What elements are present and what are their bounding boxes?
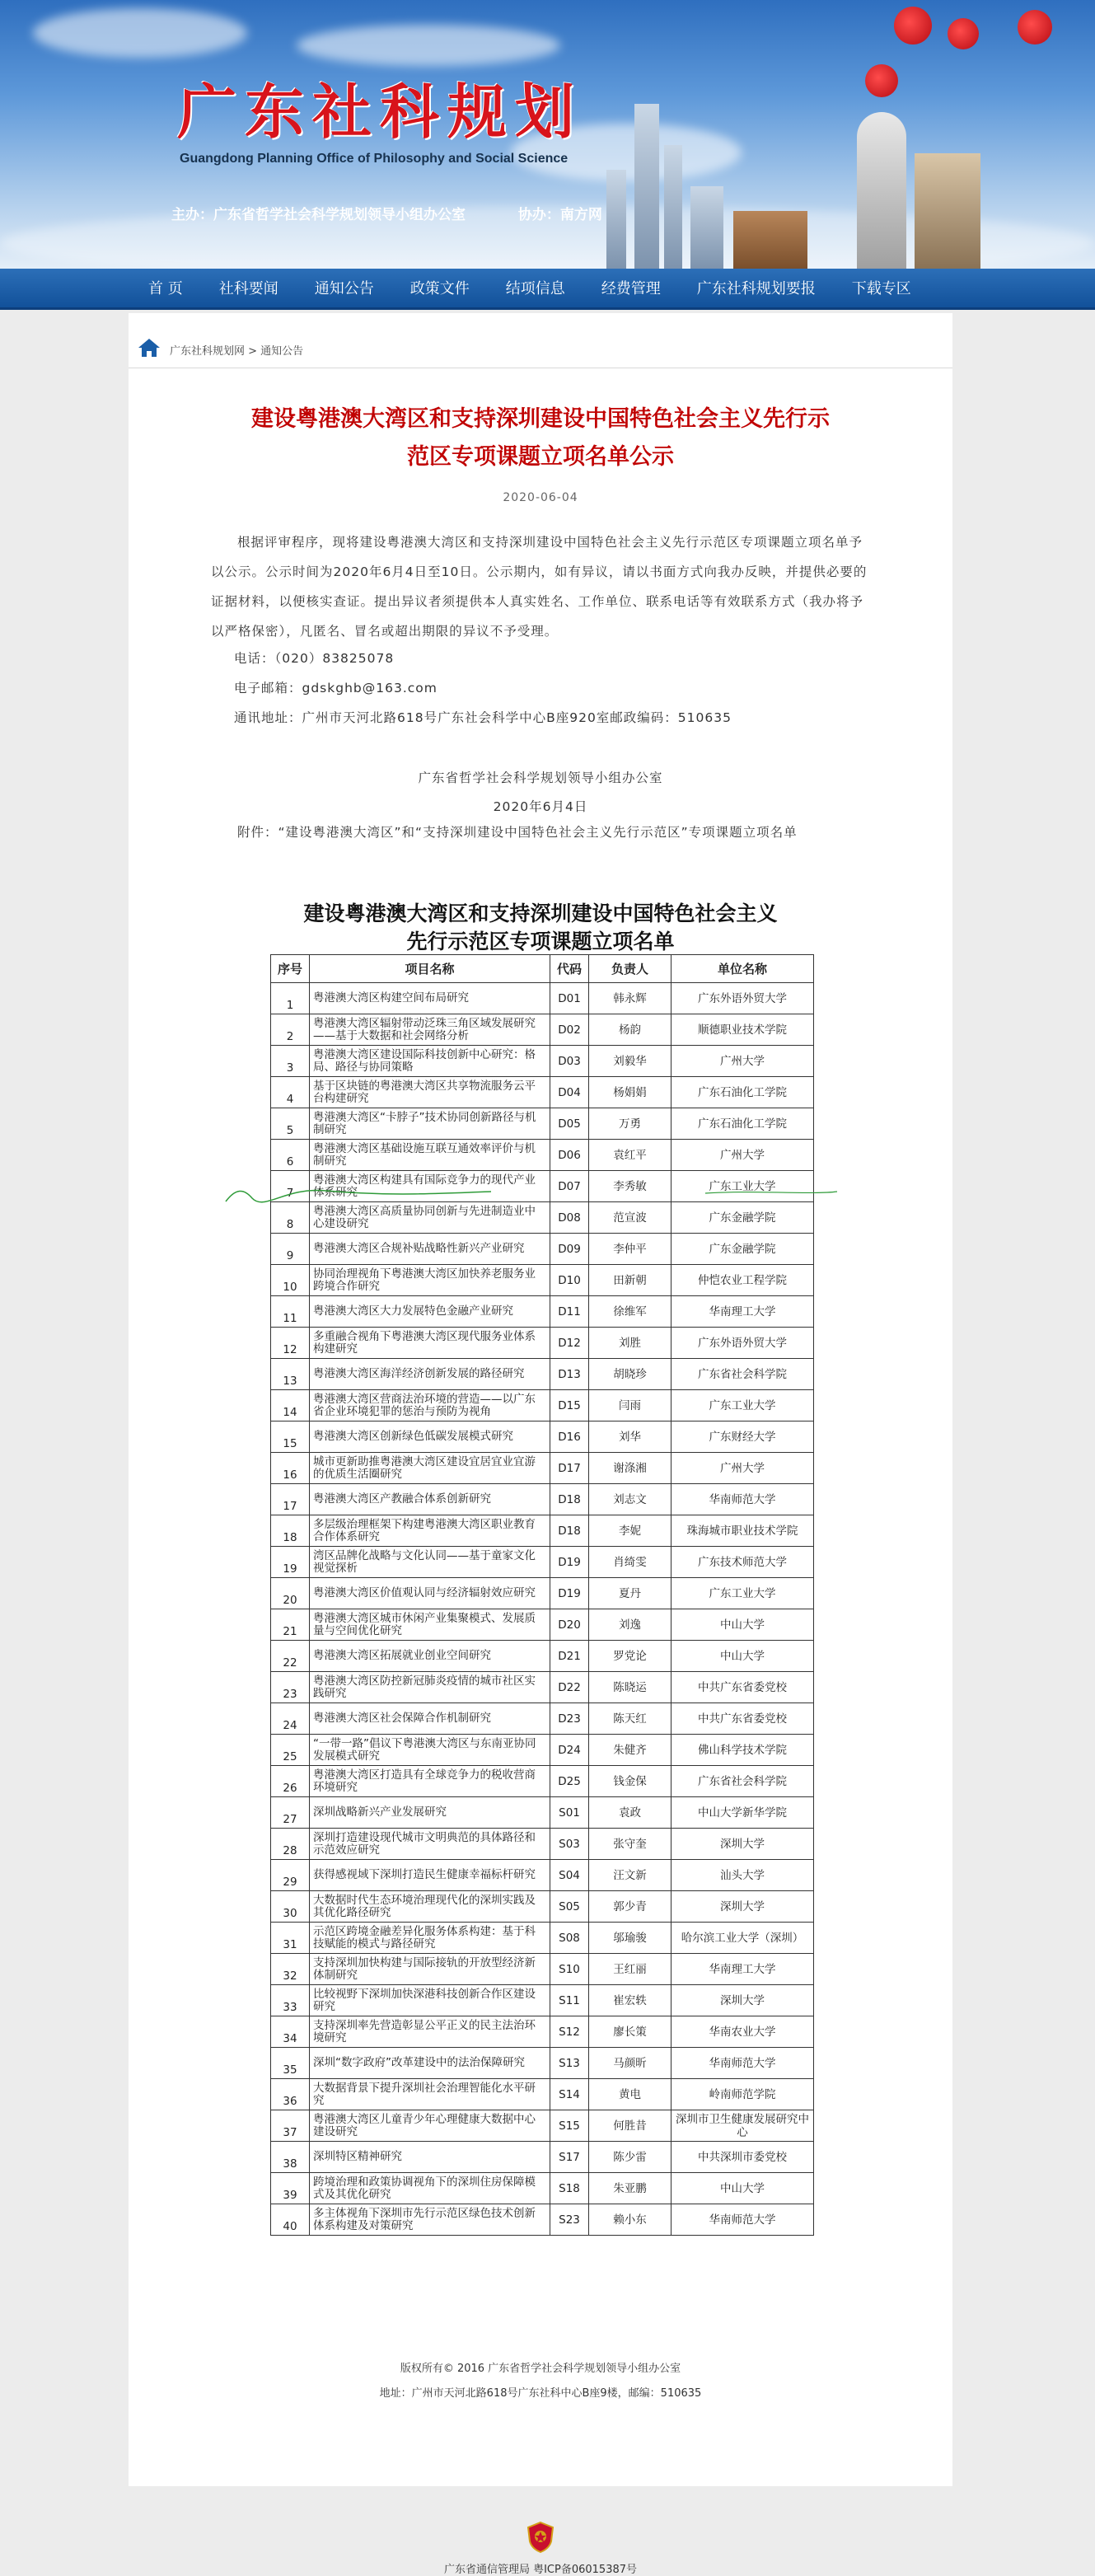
table-row <box>271 1171 814 1202</box>
project-leader: 夏丹 <box>589 1578 672 1609</box>
project-name: 支持深圳加快构建与国际接轨的开放型经济新体制研究 <box>310 1954 550 1985</box>
project-name: 粤港澳大湾区构建具有国际竞争力的现代产业体系研究 <box>310 1171 550 1202</box>
project-code: S17 <box>550 2142 589 2173</box>
project-leader: 王红丽 <box>589 1954 672 1985</box>
project-unit: 华南农业大学 <box>672 2016 814 2048</box>
project-code: D21 <box>550 1641 589 1672</box>
project-code: D16 <box>550 1421 589 1453</box>
table-row <box>271 1296 814 1328</box>
table-row <box>271 1234 814 1265</box>
project-unit: 中共广东省委党校 <box>672 1672 814 1703</box>
project-name: 粤港澳大湾区基础设施互联互通效率评价与机制研究 <box>310 1140 550 1171</box>
row-number: 24 <box>271 1703 310 1735</box>
project-name: 粤港澳大湾区拓展就业创业空间研究 <box>310 1641 550 1672</box>
project-unit: 广东工业大学 <box>672 1578 814 1609</box>
project-unit: 广东财经大学 <box>672 1421 814 1453</box>
nav-item-policies[interactable]: 政策文件 <box>409 280 470 297</box>
project-leader: 袁政 <box>589 1797 672 1829</box>
table-row <box>271 1421 814 1453</box>
project-leader: 罗党论 <box>589 1641 672 1672</box>
project-name: “一带一路”倡议下粤港澳大湾区与东南亚协同发展模式研究 <box>310 1735 550 1766</box>
project-name: 获得感视域下深圳打造民生健康幸福标杆研究 <box>310 1860 550 1891</box>
row-number: 21 <box>271 1609 310 1641</box>
row-number: 23 <box>271 1672 310 1703</box>
project-code: S13 <box>550 2048 589 2079</box>
project-leader: 徐维军 <box>589 1296 672 1328</box>
list-title-line: 先行示范区专项课题立项名单 <box>406 930 675 953</box>
project-leader: 崔宏轶 <box>589 1985 672 2016</box>
table-row <box>271 1265 814 1296</box>
nav-item-reports[interactable]: 广东社科规划要报 <box>696 280 816 297</box>
project-code: S10 <box>550 1954 589 1985</box>
project-name: 粤港澳大湾区“卡脖子”技术协同创新路径与机制研究 <box>310 1108 550 1140</box>
project-leader: 万勇 <box>589 1108 672 1140</box>
project-leader: 袁红平 <box>589 1140 672 1171</box>
row-number: 25 <box>271 1735 310 1766</box>
project-unit: 深圳市卫生健康发展研究中心 <box>672 2110 814 2142</box>
table-row <box>271 1014 814 1046</box>
main-nav <box>0 269 1095 310</box>
row-number: 28 <box>271 1829 310 1860</box>
project-name: 比较视野下深圳加快深港科技创新合作区建设研究 <box>310 1985 550 2016</box>
project-name: 深圳战略新兴产业发展研究 <box>310 1797 550 1829</box>
header-leader: 负责人 <box>589 955 672 983</box>
project-code: D04 <box>550 1077 589 1108</box>
table-row <box>271 1672 814 1703</box>
row-number: 12 <box>271 1328 310 1359</box>
nav-item-downloads[interactable]: 下载专区 <box>851 280 911 297</box>
table-row <box>271 2110 814 2142</box>
article-title <box>178 400 903 476</box>
project-unit: 华南师范大学 <box>672 1484 814 1515</box>
row-number: 35 <box>271 2048 310 2079</box>
project-name: 粤港澳大湾区儿童青少年心理健康大数据中心建设研究 <box>310 2110 550 2142</box>
project-unit: 广东石油化工学院 <box>672 1077 814 1108</box>
project-code: D19 <box>550 1547 589 1578</box>
project-unit: 佛山科学技术学院 <box>672 1735 814 1766</box>
project-name: 多重融合视角下粤港澳大湾区现代服务业体系构建研究 <box>310 1328 550 1359</box>
skyline-tower <box>634 104 659 269</box>
list-title <box>260 900 821 956</box>
project-name: 城市更新助推粤港澳大湾区建设宜居宜业宜游的优质生活圈研究 <box>310 1453 550 1484</box>
project-leader: 马颜昕 <box>589 2048 672 2079</box>
row-number: 19 <box>271 1547 310 1578</box>
project-leader: 胡晓珍 <box>589 1359 672 1390</box>
row-number: 6 <box>271 1140 310 1171</box>
project-name: 深圳特区精神研究 <box>310 2142 550 2173</box>
statue-decoration <box>857 112 906 269</box>
project-code: S01 <box>550 1797 589 1829</box>
project-name: 粤港澳大湾区建设国际科技创新中心研究：格局、路径与协同策略 <box>310 1046 550 1077</box>
table-row <box>271 1108 814 1140</box>
row-number: 11 <box>271 1296 310 1328</box>
project-unit: 广东金融学院 <box>672 1234 814 1265</box>
row-number: 33 <box>271 1985 310 2016</box>
project-unit: 中共深圳市委党校 <box>672 2142 814 2173</box>
table-row <box>271 1829 814 1860</box>
project-name: 粤港澳大湾区营商法治环境的营造——以广东省企业环境犯罪的惩治与预防为视角 <box>310 1390 550 1421</box>
project-name: 示范区跨境金融差异化服务体系构建：基于科技赋能的模式与路径研究 <box>310 1923 550 1954</box>
project-unit: 广东石油化工学院 <box>672 1108 814 1140</box>
project-code: S05 <box>550 1891 589 1923</box>
row-number: 30 <box>271 1891 310 1923</box>
nav-item-notices[interactable]: 通知公告 <box>314 280 374 297</box>
row-number: 29 <box>271 1860 310 1891</box>
project-name: 深圳打造建设现代城市文明典范的具体路径和示范效应研究 <box>310 1829 550 1860</box>
table-row <box>271 1609 814 1641</box>
row-number: 34 <box>271 2016 310 2048</box>
project-code: D09 <box>550 1234 589 1265</box>
table-row <box>271 1359 814 1390</box>
project-code: D03 <box>550 1046 589 1077</box>
table-row <box>271 1515 814 1547</box>
project-name: 深圳“数字政府”改革建设中的法治保障研究 <box>310 2048 550 2079</box>
row-number: 5 <box>271 1108 310 1140</box>
project-name: 粤港澳大湾区辐射带动泛珠三角区域发展研究——基于大数据和社会网络分析 <box>310 1014 550 1046</box>
project-name: 多层级治理框架下构建粤港澳大湾区职业教育合作体系研究 <box>310 1515 550 1547</box>
project-name: 粤港澳大湾区创新绿色低碳发展模式研究 <box>310 1421 550 1453</box>
project-unit: 华南师范大学 <box>672 2048 814 2079</box>
table-row <box>271 1703 814 1735</box>
row-number: 39 <box>271 2173 310 2204</box>
project-leader: 刘华 <box>589 1421 672 1453</box>
cloud-decoration <box>33 8 247 58</box>
project-name: 支持深圳率先营造彰显公平正义的民主法治环境研究 <box>310 2016 550 2048</box>
project-code: D08 <box>550 1202 589 1234</box>
project-name: 粤港澳大湾区合规补贴战略性新兴产业研究 <box>310 1234 550 1265</box>
project-unit: 仲恺农业工程学院 <box>672 1265 814 1296</box>
project-unit: 汕头大学 <box>672 1860 814 1891</box>
project-code: D19 <box>550 1578 589 1609</box>
project-leader: 黄电 <box>589 2079 672 2110</box>
table-row <box>271 1735 814 1766</box>
project-name: 粤港澳大湾区高质量协同创新与先进制造业中心建设研究 <box>310 1202 550 1234</box>
row-number: 20 <box>271 1578 310 1609</box>
project-name: 协同治理视角下粤港澳大湾区加快养老服务业跨境合作研究 <box>310 1265 550 1296</box>
project-code: S12 <box>550 2016 589 2048</box>
project-code: D18 <box>550 1515 589 1547</box>
project-leader: 朱健齐 <box>589 1735 672 1766</box>
cloud-decoration <box>297 25 560 66</box>
project-unit: 广东省社会科学院 <box>672 1359 814 1390</box>
project-leader: 赖小东 <box>589 2204 672 2236</box>
project-code: D23 <box>550 1703 589 1735</box>
sponsor-line <box>171 203 607 223</box>
project-name: 跨境治理和政策协调视角下的深圳住房保障模式及其优化研究 <box>310 2173 550 2204</box>
table-row <box>271 1453 814 1484</box>
row-number: 8 <box>271 1202 310 1234</box>
row-number: 16 <box>271 1453 310 1484</box>
project-code: D22 <box>550 1672 589 1703</box>
table-row <box>271 1766 814 1797</box>
row-number: 27 <box>271 1797 310 1829</box>
project-leader: 肖绮雯 <box>589 1547 672 1578</box>
signature-org: 广东省哲学社会科学规划领导小组办公室 <box>418 770 663 785</box>
project-unit: 广东省社会科学院 <box>672 1766 814 1797</box>
project-leader: 刘逸 <box>589 1609 672 1641</box>
nav-item-completion[interactable]: 结项信息 <box>505 280 565 297</box>
row-number: 22 <box>271 1641 310 1672</box>
project-code: D07 <box>550 1171 589 1202</box>
table-row <box>271 1202 814 1234</box>
table-row <box>271 1578 814 1609</box>
list-title-line: 建设粤港澳大湾区和支持深圳建设中国特色社会主义 <box>303 902 778 925</box>
project-leader: 田新朝 <box>589 1265 672 1296</box>
building-decoration <box>915 153 980 269</box>
project-name: 粤港澳大湾区防控新冠肺炎疫情的城市社区实践研究 <box>310 1672 550 1703</box>
project-code: D18 <box>550 1484 589 1515</box>
project-code: D01 <box>550 983 589 1014</box>
row-number: 40 <box>271 2204 310 2236</box>
header-unit: 单位名称 <box>672 955 814 983</box>
table-row <box>271 1891 814 1923</box>
table-row <box>271 1860 814 1891</box>
flower-decoration <box>865 64 898 97</box>
table-row <box>271 1140 814 1171</box>
project-unit: 广东技术师范大学 <box>672 1547 814 1578</box>
project-code: S15 <box>550 2110 589 2142</box>
row-number: 38 <box>271 2142 310 2173</box>
project-unit: 深圳大学 <box>672 1829 814 1860</box>
skyline-tower <box>690 186 723 269</box>
article-body: 根据评审程序，现将建设粤港澳大湾区和支持深圳建设中国特色社会主义先行示范区专项课题立项名单予以公示。公示时间为2020年6月4日至10日。公示期内，如有异议，请以书面方式向我办反映，并提供必要的证据材料，以便核实查证。提出异议者须提供本人真实姓名、工作单位、联系电话等有效联系方式（我办将予以严格保密），凡匿名、冒名或超出期限的异议不予受理。 <box>211 535 868 639</box>
nav-item-home[interactable]: 首 页 <box>148 280 183 297</box>
project-leader: 李仲平 <box>589 1234 672 1265</box>
article-title-line: 范区专项课题立项名单公示 <box>407 444 674 470</box>
project-leader: 何胜昔 <box>589 2110 672 2142</box>
project-unit: 深圳大学 <box>672 1985 814 2016</box>
project-code: D24 <box>550 1735 589 1766</box>
content-panel <box>129 313 952 2576</box>
project-leader: 廖长策 <box>589 2016 672 2048</box>
project-code: D12 <box>550 1328 589 1359</box>
project-leader: 张守奎 <box>589 1829 672 1860</box>
project-code: S14 <box>550 2079 589 2110</box>
table-row <box>271 2079 814 2110</box>
row-number: 14 <box>271 1390 310 1421</box>
site-title: 广东社科规划 <box>177 77 583 147</box>
project-leader: 陈晓运 <box>589 1672 672 1703</box>
project-leader: 李秀敏 <box>589 1171 672 1202</box>
project-leader: 闫雨 <box>589 1390 672 1421</box>
sponsor-label: 主办：广东省哲学社会科学规划领导小组办公室 <box>171 207 466 223</box>
project-leader: 刘胜 <box>589 1328 672 1359</box>
project-code: D02 <box>550 1014 589 1046</box>
row-number: 10 <box>271 1265 310 1296</box>
project-leader: 陈天红 <box>589 1703 672 1735</box>
project-leader: 汪文新 <box>589 1860 672 1891</box>
row-number: 7 <box>271 1171 310 1202</box>
co-organizer-label: 协办：南方网 <box>517 207 602 223</box>
project-unit: 珠海城市职业技术学院 <box>672 1515 814 1547</box>
site-subtitle: Guangdong Planning Office of Philosophy and Social Science <box>180 152 569 166</box>
building-decoration <box>733 211 807 269</box>
project-code: D10 <box>550 1265 589 1296</box>
project-unit: 广州大学 <box>672 1140 814 1171</box>
project-leader: 陈少雷 <box>589 2142 672 2173</box>
project-code: S03 <box>550 1829 589 1860</box>
project-unit: 华南理工大学 <box>672 1296 814 1328</box>
flower-decoration <box>894 7 932 44</box>
table-row <box>271 2142 814 2173</box>
project-name: 粤港澳大湾区城市休闲产业集聚模式、发展质量与空间优化研究 <box>310 1609 550 1641</box>
table-row <box>271 2204 814 2236</box>
project-unit: 华南理工大学 <box>672 1954 814 1985</box>
row-number: 3 <box>271 1046 310 1077</box>
row-number: 26 <box>271 1766 310 1797</box>
contact-email: 电子邮箱：gdskghb@163.com <box>234 681 438 696</box>
project-code: S08 <box>550 1923 589 1954</box>
project-name: 粤港澳大湾区产教融合体系创新研究 <box>310 1484 550 1515</box>
row-number: 37 <box>271 2110 310 2142</box>
row-number: 32 <box>271 1954 310 1985</box>
row-number: 9 <box>271 1234 310 1265</box>
table-row <box>271 1484 814 1515</box>
project-leader: 邬瑜骏 <box>589 1923 672 1954</box>
table-row <box>271 2173 814 2204</box>
project-code: D25 <box>550 1766 589 1797</box>
project-code: S04 <box>550 1860 589 1891</box>
project-unit: 广东外语外贸大学 <box>672 1328 814 1359</box>
contact-phone: 电话：（020）83825078 <box>234 651 395 666</box>
table-row <box>271 1641 814 1672</box>
project-name: 大数据时代生态环境治理现代化的深圳实践及其优化路径研究 <box>310 1891 550 1923</box>
project-leader: 杨娟娟 <box>589 1077 672 1108</box>
project-unit: 广东金融学院 <box>672 1202 814 1234</box>
project-leader: 韩永辉 <box>589 983 672 1014</box>
project-unit: 顺德职业技术学院 <box>672 1014 814 1046</box>
project-name: 粤港澳大湾区海洋经济创新发展的路径研究 <box>310 1359 550 1390</box>
project-unit: 华南师范大学 <box>672 2204 814 2236</box>
contact-address: 通讯地址：广州市天河北路618号广东社会科学中心B座920室邮政编码：510635 <box>234 710 732 725</box>
table-row <box>271 2016 814 2048</box>
project-code: D13 <box>550 1359 589 1390</box>
footer-address: 地址：广州市天河北路618号广东社科中心B座9楼，邮编：510635 <box>379 2387 702 2400</box>
project-code: D15 <box>550 1390 589 1421</box>
project-leader: 谢涤湘 <box>589 1453 672 1484</box>
project-leader: 刘毅华 <box>589 1046 672 1077</box>
project-name: 湾区品牌化战略与文化认同——基于童家文化视觉探析 <box>310 1547 550 1578</box>
project-name: 粤港澳大湾区构建空间布局研究 <box>310 983 550 1014</box>
project-unit: 深圳大学 <box>672 1891 814 1923</box>
article-title-line: 建设粤港澳大湾区和支持深圳建设中国特色社会主义先行示 <box>251 406 830 432</box>
project-unit: 中山大学 <box>672 2173 814 2204</box>
project-code: D17 <box>550 1453 589 1484</box>
table-row <box>271 1547 814 1578</box>
project-unit: 广州大学 <box>672 1046 814 1077</box>
home-icon[interactable] <box>137 337 161 358</box>
breadcrumb <box>129 335 952 368</box>
project-code: S11 <box>550 1985 589 2016</box>
project-leader: 李妮 <box>589 1515 672 1547</box>
project-table <box>270 954 814 2236</box>
table-row <box>271 1390 814 1421</box>
project-code: S23 <box>550 2204 589 2236</box>
row-number: 18 <box>271 1515 310 1547</box>
project-leader: 郭少青 <box>589 1891 672 1923</box>
project-unit: 哈尔滨工业大学（深圳） <box>672 1923 814 1954</box>
footer <box>129 2357 952 2406</box>
project-name: 粤港澳大湾区社会保障合作机制研究 <box>310 1703 550 1735</box>
project-code: S18 <box>550 2173 589 2204</box>
project-leader: 朱亚鹏 <box>589 2173 672 2204</box>
project-name: 基于区块链的粤港澳大湾区共享物流服务云平台构建研究 <box>310 1077 550 1108</box>
flower-decoration <box>948 18 979 49</box>
project-unit: 中山大学新华学院 <box>672 1797 814 1829</box>
project-code: D11 <box>550 1296 589 1328</box>
footer-copyright: 版权所有© 2016 广东省哲学社会科学规划领导小组办公室 <box>400 2363 681 2375</box>
header-code: 代码 <box>550 955 589 983</box>
project-name: 粤港澳大湾区打造具有全球竞争力的税收营商环境研究 <box>310 1766 550 1797</box>
row-number: 36 <box>271 2079 310 2110</box>
row-number: 13 <box>271 1359 310 1390</box>
police-emblem-icon[interactable] <box>526 2522 555 2553</box>
row-number: 15 <box>271 1421 310 1453</box>
table-header-row <box>271 955 814 983</box>
project-code: D06 <box>550 1140 589 1171</box>
project-code: D20 <box>550 1609 589 1641</box>
row-number: 1 <box>271 983 310 1014</box>
site-banner <box>0 0 1095 269</box>
breadcrumb-text[interactable]: 广东社科规划网 > 通知公告 <box>170 345 304 358</box>
table-row <box>271 1046 814 1077</box>
project-leader: 范宣波 <box>589 1202 672 1234</box>
project-name: 大数据背景下提升深圳社会治理智能化水平研究 <box>310 2079 550 2110</box>
row-number: 2 <box>271 1014 310 1046</box>
project-name: 粤港澳大湾区大力发展特色金融产业研究 <box>310 1296 550 1328</box>
row-number: 4 <box>271 1077 310 1108</box>
project-leader: 钱金保 <box>589 1766 672 1797</box>
header-no: 序号 <box>271 955 310 983</box>
nav-item-news[interactable]: 社科要闻 <box>218 280 278 297</box>
table-row <box>271 1797 814 1829</box>
project-unit: 广东工业大学 <box>672 1390 814 1421</box>
project-name: 多主体视角下深圳市先行示范区绿色技术创新体系构建及对策研究 <box>310 2204 550 2236</box>
project-unit: 广州大学 <box>672 1453 814 1484</box>
table-row <box>271 1077 814 1108</box>
attachment-note: 附件：“建设粤港澳大湾区”和“支持深圳建设中国特色社会主义先行示范区”专项课题立项名单 <box>237 825 798 840</box>
table-row <box>271 2048 814 2079</box>
row-number: 31 <box>271 1923 310 1954</box>
header-project: 项目名称 <box>310 955 550 983</box>
project-unit: 岭南师范学院 <box>672 2079 814 2110</box>
project-unit: 广东外语外贸大学 <box>672 983 814 1014</box>
flower-decoration <box>1018 10 1052 44</box>
table-row <box>271 1923 814 1954</box>
project-leader: 刘志文 <box>589 1484 672 1515</box>
skyline-tower <box>606 170 626 269</box>
project-unit: 中共广东省委党校 <box>672 1703 814 1735</box>
table-row <box>271 983 814 1014</box>
table-row <box>271 1954 814 1985</box>
project-unit: 广东工业大学 <box>672 1171 814 1202</box>
article-date: 2020-06-04 <box>503 491 578 504</box>
table-row <box>271 1328 814 1359</box>
table-row <box>271 1985 814 2016</box>
project-unit: 中山大学 <box>672 1609 814 1641</box>
skyline-tower <box>664 145 682 269</box>
project-unit: 中山大学 <box>672 1641 814 1672</box>
table-body <box>271 983 814 2236</box>
footer-icp[interactable]: 广东省通信管理局 粤ICP备06015387号 <box>443 2564 638 2576</box>
nav-item-funding[interactable]: 经费管理 <box>601 280 661 297</box>
project-name: 粤港澳大湾区价值观认同与经济辐射效应研究 <box>310 1578 550 1609</box>
project-code: D05 <box>550 1108 589 1140</box>
project-leader: 杨韵 <box>589 1014 672 1046</box>
signature-date: 2020年6月4日 <box>493 799 588 814</box>
row-number: 17 <box>271 1484 310 1515</box>
